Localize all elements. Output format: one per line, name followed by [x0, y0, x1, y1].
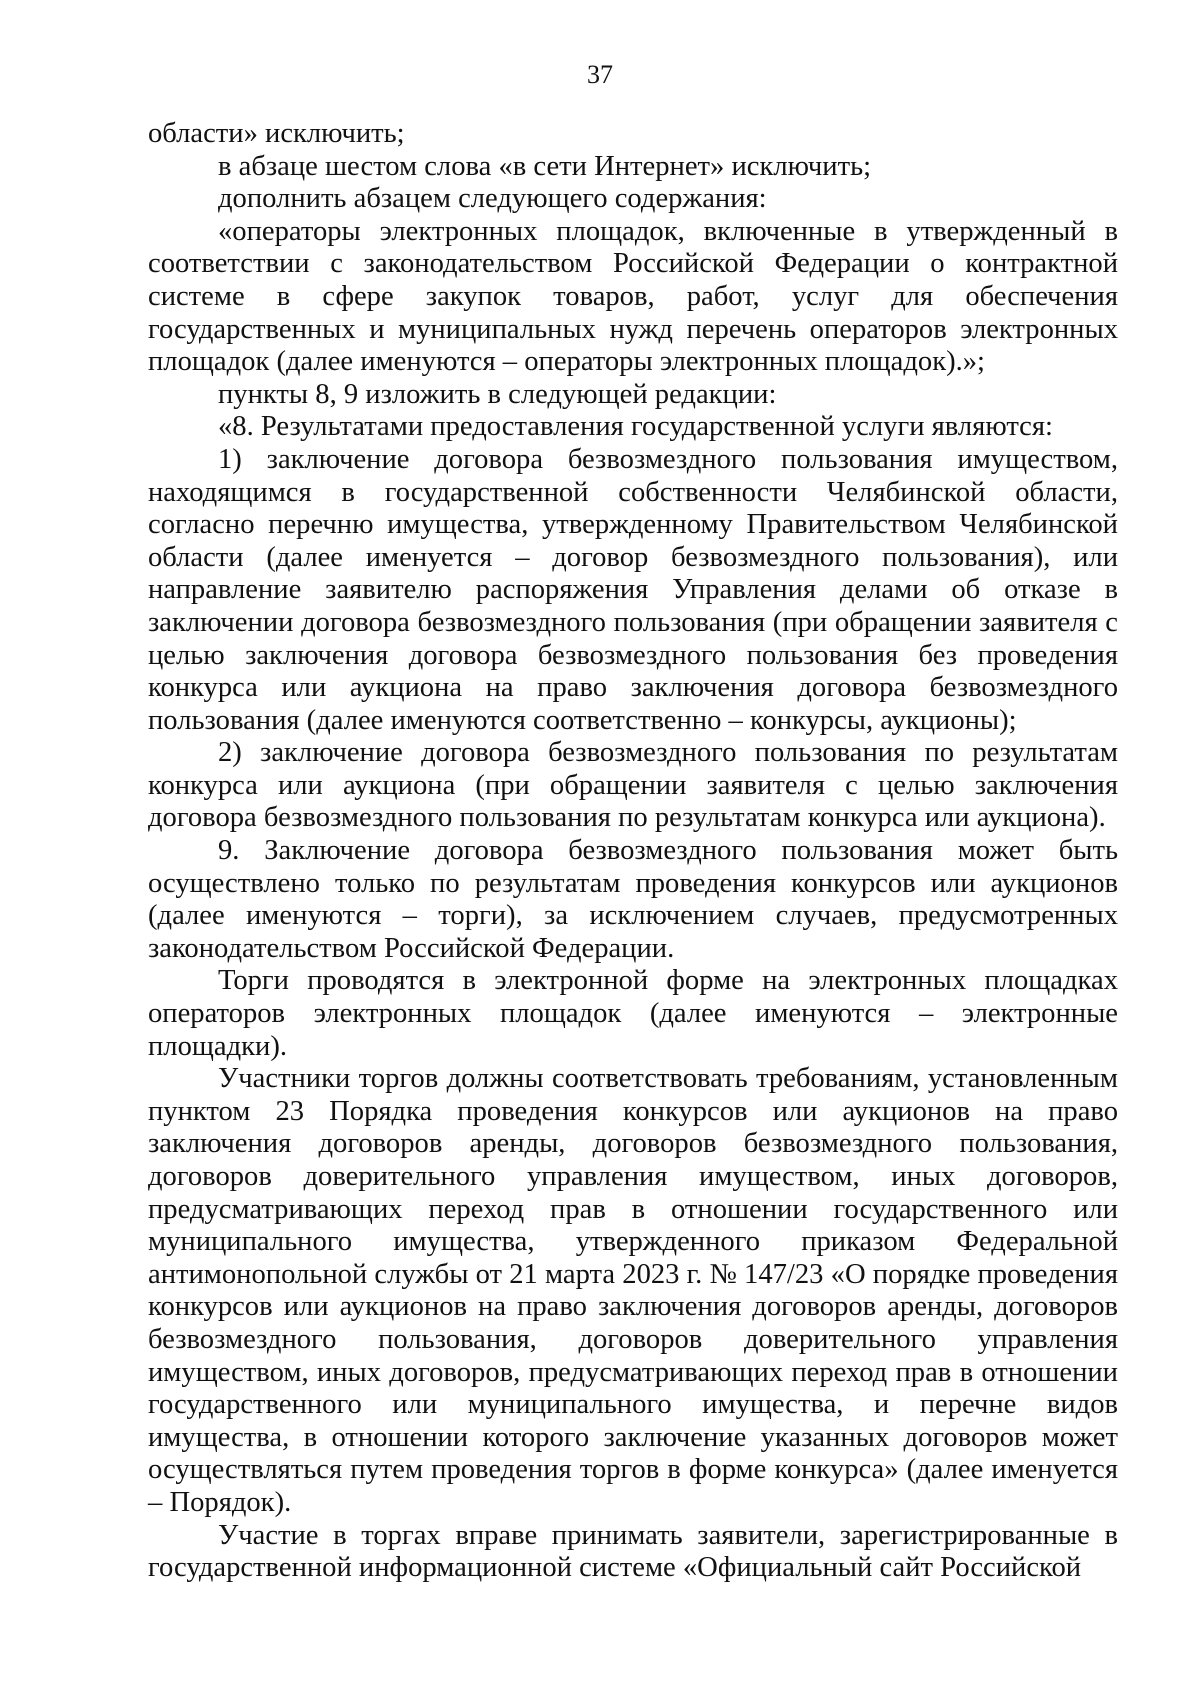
paragraph-4: «операторы электронных площадок, включенные в утвержденный в соответствии с законодательством Российской Федерации о контрактной системе в сфере закупок товаров, работ, услуг для обеспечения государственных и муниципальных нужд перечень операторов электронных площадок (далее именуются – операторы электронных площадок).»; — [148, 215, 1118, 378]
paragraph-1: области» исключить; — [148, 118, 405, 149]
paragraph-5: пункты 8, 9 изложить в следующей редакции: — [218, 378, 777, 410]
paragraph-11: Участники торгов должны соответствовать требованиям, установленным пунктом 23 Порядка проведения конкурсов или аукционов на право заключения договоров аренды, договоров безвозмездного пользования, договоров доверительного управления имуществом, иных договоров, предусматривающих переход прав в отношении государственного или муниципального имущества, утвержденного приказом Федеральной антимонопольной службы от 21 марта 2023 г. № 147/23 «О порядке проведения конкурсов или аукционов на право заключения договоров аренды, договоров безвозмездного пользования, договоров доверительного управления имуществом, иных договоров, предусматривающих переход прав в отношении государственного или муниципального имущества, и перечне видов имущества, в отношении которого заключение указанных договоров может осуществляться путем проведения торгов в форме конкурса» (далее именуется – Порядок). — [148, 1063, 1118, 1518]
paragraph-9: 9. Заключение договора безвозмездного пользования может быть осуществлено только по результатам проведения конкурсов или аукционов (далее именуются – торги), за исключением случаев, предусмотренных законодательством Российской Федерации. — [148, 835, 1118, 964]
document-body — [148, 118, 1118, 1585]
page-number: 37 — [587, 60, 613, 89]
paragraph-6: «8. Результатами предоставления государственной услуги являются: — [218, 411, 1053, 443]
paragraph-12: Участие в торгах вправе принимать заявители, зарегистрированные в государственной информационной системе «Официальный сайт Российской — [148, 1519, 1118, 1584]
paragraph-10: Торги проводятся в электронной форме на электронных площадках операторов электронных площадок (далее именуются – электронные площадки). — [148, 965, 1118, 1062]
paragraph-7: 1) заключение договора безвозмездного пользования имуществом, находящимся в государственной собственности Челябинской области, согласно перечню имущества, утвержденному Правительством Челябинской области (далее именуется – договор безвозмездного пользования), или направление заявителю распоряжения Управления делами об отказе в заключении договора безвозмездного пользования (при обращении заявителя с целью заключения договора безвозмездного пользования без проведения конкурса или аукциона на право заключения договора безвозмездного пользования (далее именуются соответственно – конкурсы, аукционы); — [148, 443, 1118, 736]
paragraph-2: в абзаце шестом слова «в сети Интернет» исключить; — [218, 150, 872, 182]
paragraph-3: дополнить абзацем следующего содержания: — [218, 183, 767, 215]
paragraph-8: 2) заключение договора безвозмездного пользования по результатам конкурса или аукциона (при обращении заявителя с целью заключения договора безвозмездного пользования по результатам конкурса или аукциона). — [148, 737, 1118, 834]
